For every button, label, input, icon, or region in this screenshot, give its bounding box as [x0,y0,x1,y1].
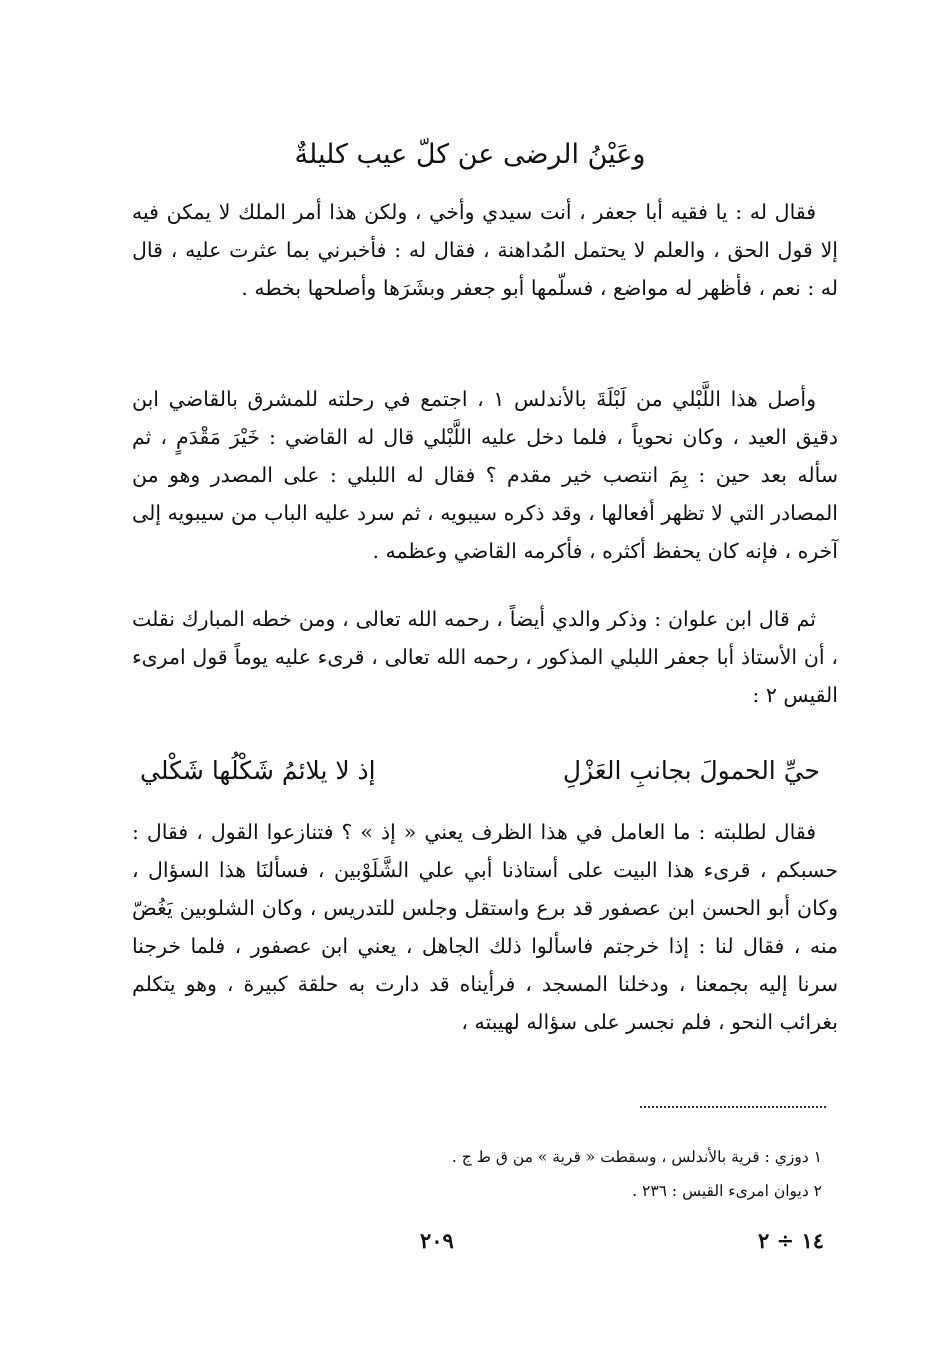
text-block-1 [132,193,838,307]
print-signature: ١٤ ÷ ٢ [757,1228,824,1253]
verse-first-hemistich: حيِّ الحمولَ بجانبِ العَزْلِ [562,756,820,785]
paragraph-2: وأصل هذا اللَّبْلي من لَبْلَةَ بالأندلس ١ ، اجتمع في رحلته للمشرق بالقاضي ابن دقيق العيد ، وكان نحوياً ، فلما دخل عليه اللَّبْلي قال له القاضي : خَيْرَ مَقْدَمٍ ، ثم سأله بعد حين : بِمَ انتصب خير مقدم ؟ فقال له اللبلي : على المصدر وهو من المصادر التي لا تظهر أفعالها ، وقد ذكره سيبويه ، ثم سرد عليه الباب من سيبويه إلى آخره ، فإنه كان يحفظ أكثره ، فأكرمه القاضي وعظمه . [132,387,838,563]
text-block-4 [132,813,838,1041]
footnote-1: ١ دوزي : قرية بالأندلس ، وسقطت « قرية » من ق ط ج . [451,1148,822,1166]
paragraph-4: فقال لطلبته : ما العامل في هذا الظرف يعني « إذ » ؟ فتنازعوا القول ، فقال : حسبكم ، قرىء هذا البيت على أستاذنا أبي علي الشَّلَوْبين ، فسألنَا هذا السؤال ، وكان أبو الحسن ابن عصفور قد برع واستقل وجلس للتدريس ، وكان الشلوبين يَغُضّ منه ، فقال لنا : إذا خرجتم فاسألوا ذلك الجاهل ، يعني ابن عصفور ، فلما خرجنا سرنا إليه بجمعنا ، ودخلنا المسجد ، فرأيناه قد دارت به حلقة كبيرة ، وهو يتكلم بغرائب النحو ، فلم نجسر على سؤاله لهيبته ، [132,820,838,1034]
paragraph-1: فقال له : يا فقيه أبا جعفر ، أنت سيدي وأخي ، ولكن هذا أمر الملك لا يمكن فيه إلا قول الحق ، والعلم لا يحتمل المُداهنة ، فقال له : فأخبرني بما عثرت عليه ، قال له : نعم ، فأظهر له مواضع ، فسلّمها أبو جعفر وبشَرَها وأصلحها بخطه . [132,200,838,300]
paragraph-3: ثم قال ابن علوان : وذكر والدي أيضاً ، رحمه الله تعالى ، ومن خطه المبارك نقلت ، أن الأستاذ أبا جعفر اللبلي المذكور ، رحمه الله تعالى ، قرىء عليه يوماً قول امرىء القيس ٢ : [132,607,838,707]
page-number: ٢٠٩ [420,1228,454,1253]
verse-second-hemistich: إذ لا يلائمُ شَكْلُها شَكْلي [140,756,376,785]
poem-verse [140,748,820,794]
top-verse: وعَيْنُ الرضى عن كلّ عيب كليلةٌ [294,139,646,170]
text-block-2 [132,380,838,570]
footnote-divider [640,1106,826,1108]
page-footer [420,1224,824,1258]
text-block-3 [132,600,838,714]
footnotes [300,1140,822,1208]
footnote-2: ٢ ديوان امرىء القيس : ٢٣٦ . [632,1182,822,1200]
